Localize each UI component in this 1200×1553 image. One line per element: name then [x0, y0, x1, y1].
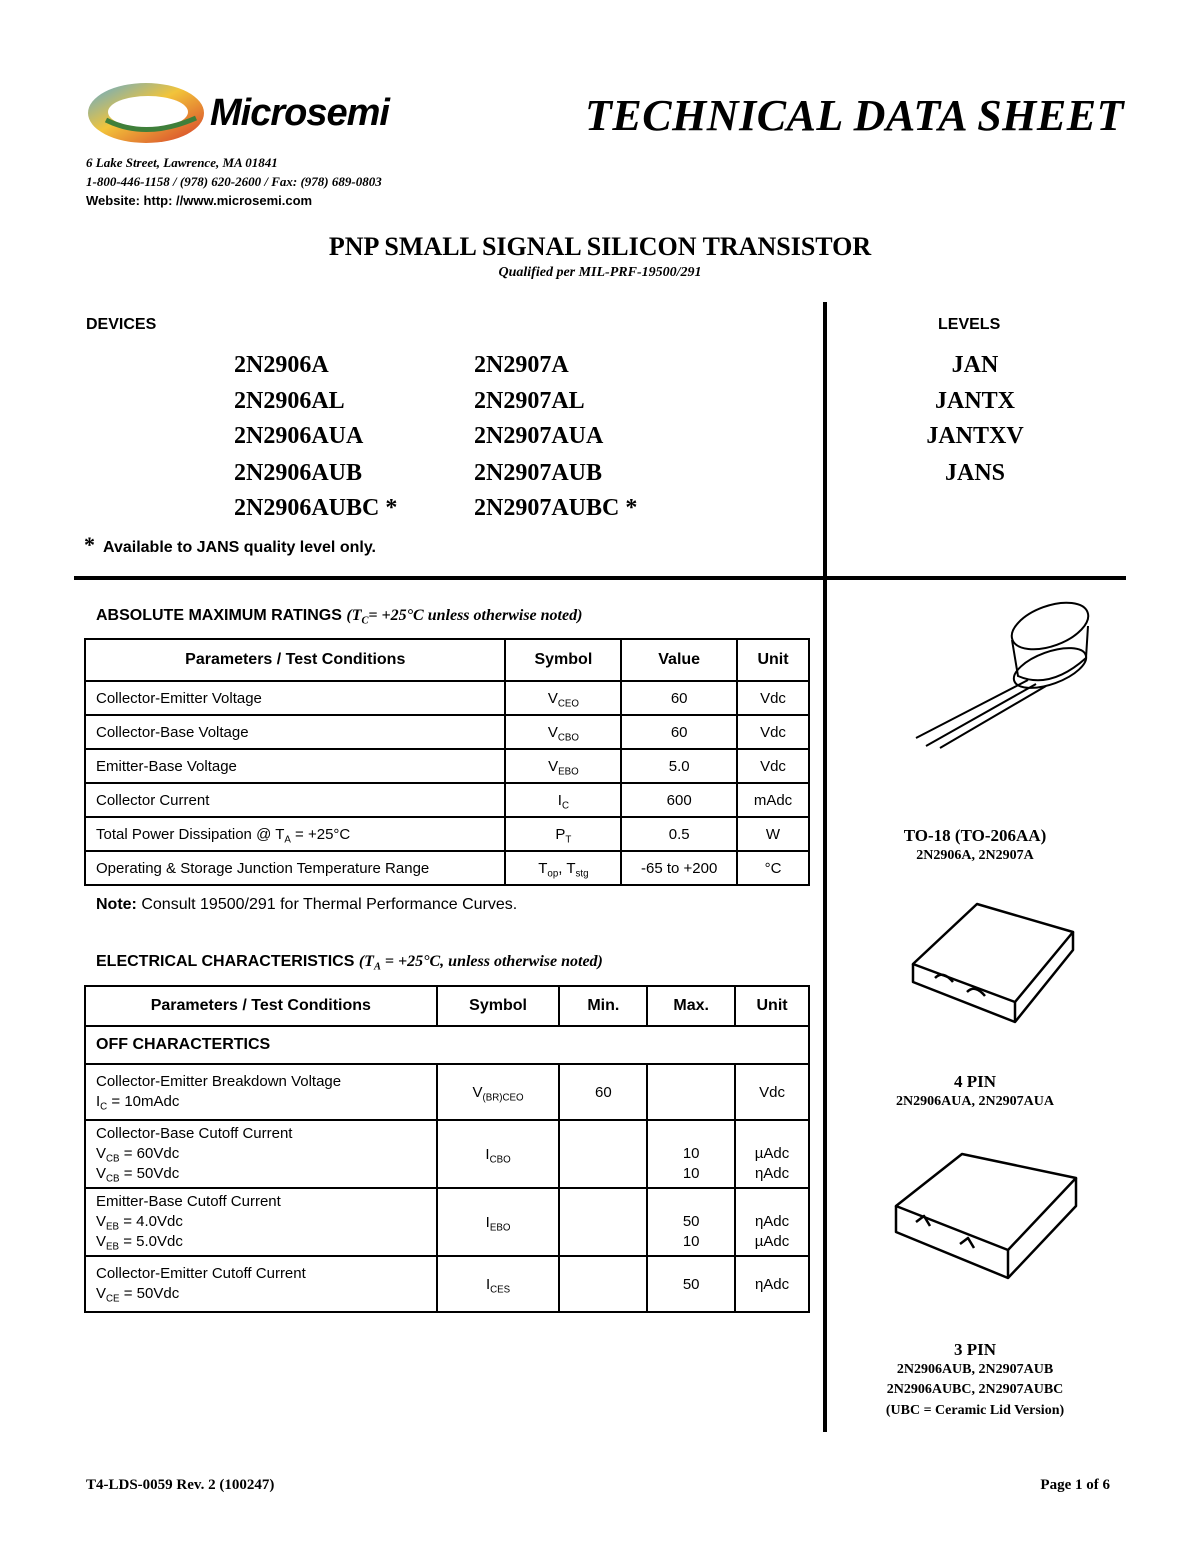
- min-cell: [559, 1188, 647, 1256]
- table-row: [85, 1256, 809, 1312]
- package-parts: 2N2906AUB, 2N2907AUB: [896, 1362, 1054, 1377]
- unit-cell: µAdc ηAdc: [735, 1120, 809, 1188]
- abs-max-title: ABSOLUTE MAXIMUM RATINGS ($T_C= +25^\circ C$ unless otherwise noted): [96, 607, 583, 627]
- table-row: [85, 715, 809, 749]
- elec-char-table: [84, 985, 810, 1313]
- column-header: Min.: [559, 986, 647, 1026]
- table-row: [85, 1188, 809, 1256]
- device-item: 2N2907AUBC *: [474, 495, 638, 521]
- column-header: Symbol: [437, 986, 560, 1026]
- value-cell: 60: [621, 681, 737, 715]
- address: 6 Lake Street, Lawrence, MA 01841: [86, 155, 278, 170]
- unit-cell: Vdc: [737, 715, 809, 749]
- table-header-row: [85, 639, 809, 681]
- unit-cell: W: [737, 817, 809, 851]
- symbol-cell: $T_{op}$, $T_{stg}$: [505, 851, 621, 885]
- min-cell: 60: [559, 1064, 647, 1120]
- device-item: 2N2906AL: [234, 388, 345, 414]
- footnote-mark: *: [84, 532, 95, 557]
- section-label: OFF CHARACTERTICS: [85, 1026, 809, 1064]
- to18-package-image: [900, 598, 1100, 758]
- package-name: 4 PIN: [953, 1072, 997, 1091]
- table-header-row: [85, 986, 809, 1026]
- elec-char-title: ELECTRICAL CHARACTERISTICS ($T_A = +25^\circ C$, unless otherwise noted): [96, 953, 603, 973]
- column-header: Parameters / Test Conditions: [85, 639, 505, 681]
- param-cell: Emitter-Base Voltage: [85, 749, 505, 783]
- table-row: [85, 783, 809, 817]
- max-cell: [647, 1064, 735, 1120]
- website-link[interactable]: Website: http: //www.microsemi.com: [86, 193, 313, 208]
- column-header: Symbol: [505, 639, 621, 681]
- symbol-cell: $V_{CEO}$: [505, 681, 621, 715]
- package-parts: 2N2906A, 2N2907A: [916, 848, 1034, 863]
- devices-label: DEVICES: [86, 316, 157, 333]
- value-cell: 0.5: [621, 817, 737, 851]
- table-row: [85, 851, 809, 885]
- max-cell: 10 10: [647, 1120, 735, 1188]
- unit-cell: mAdc: [737, 783, 809, 817]
- unit-cell: Vdc: [735, 1064, 809, 1120]
- level-item: JANTXV: [926, 423, 1024, 449]
- column-header: Unit: [737, 639, 809, 681]
- unit-cell: ηAdc µAdc: [735, 1188, 809, 1256]
- unit-cell: Vdc: [737, 681, 809, 715]
- phone: 1-800-446-1158 / (978) 620-2600 / Fax: (978) 689-0803: [86, 174, 382, 189]
- doc-title: TECHNICAL DATA SHEET: [585, 91, 1124, 140]
- section-row: [85, 1026, 809, 1064]
- param-cell: Emitter-Base Cutoff Current $V_{EB} = 4.0Vdc$ $V_{EB} = 5.0Vdc$: [85, 1188, 437, 1256]
- column-header: Value: [621, 639, 737, 681]
- column-header: Parameters / Test Conditions: [85, 986, 437, 1026]
- package-parts: 2N2906AUA, 2N2907AUA: [896, 1094, 1054, 1109]
- footnote: Available to JANS quality level only.: [103, 539, 376, 556]
- page-number: Page 1 of 6: [1040, 1477, 1110, 1493]
- device-item: 2N2906AUB: [234, 460, 363, 486]
- device-item: 2N2906AUA: [234, 423, 364, 449]
- table-row: [85, 1120, 809, 1188]
- thermal-note: Note: Consult 19500/291 for Thermal Performance Curves.: [96, 896, 518, 913]
- symbol-cell: $V_{CBO}$: [505, 715, 621, 749]
- package-parts: 2N2906AUBC, 2N2907AUBC: [886, 1382, 1064, 1397]
- column-header: Max.: [647, 986, 735, 1026]
- symbol-cell: $I_{EBO}$: [437, 1188, 560, 1256]
- package-note: (UBC = Ceramic Lid Version): [885, 1403, 1065, 1418]
- symbol-cell: $I_{CBO}$: [437, 1120, 560, 1188]
- table-row: [85, 681, 809, 715]
- level-item: JAN: [951, 352, 999, 378]
- device-item: 2N2906A: [234, 352, 329, 378]
- sub-title: Qualified per MIL-PRF-19500/291: [498, 265, 702, 280]
- symbol-cell: $P_T$: [505, 817, 621, 851]
- main-title: PNP SMALL SIGNAL SILICON TRANSISTOR: [328, 232, 872, 261]
- package-name: 3 PIN: [953, 1340, 997, 1359]
- device-item: 2N2907AUA: [474, 423, 604, 449]
- value-cell: -65 to +200: [621, 851, 737, 885]
- param-cell: Collector-Base Cutoff Current $V_{CB} = 60Vdc$ $V_{CB} = 50Vdc$: [85, 1120, 437, 1188]
- doc-id: T4-LDS-0059 Rev. 2 (100247): [86, 1477, 275, 1493]
- brand-name: Microsemi: [210, 92, 389, 134]
- device-item: 2N2907AUB: [474, 460, 603, 486]
- param-cell: Collector-Emitter Cutoff Current $V_{CE} = 50Vdc$: [85, 1256, 437, 1312]
- device-item: 2N2906AUBC *: [234, 495, 398, 521]
- min-cell: [559, 1256, 647, 1312]
- device-item: 2N2907AL: [474, 388, 585, 414]
- 3pin-package-image: [888, 1148, 1088, 1288]
- level-item: JANS: [944, 460, 1005, 486]
- symbol-cell: $V_{(BR)CEO}$: [437, 1064, 560, 1120]
- unit-cell: °C: [737, 851, 809, 885]
- param-cell: Total Power Dissipation @ $T_A = +25^\circ C$: [85, 817, 505, 851]
- symbol-cell: $I_{CES}$: [437, 1256, 560, 1312]
- level-item: JANTX: [934, 388, 1015, 414]
- symbol-cell: $V_{EBO}$: [505, 749, 621, 783]
- table-row: [85, 817, 809, 851]
- table-row: [85, 749, 809, 783]
- param-cell: Operating & Storage Junction Temperature Range: [85, 851, 505, 885]
- param-cell: Collector-Emitter Voltage: [85, 681, 505, 715]
- min-cell: [559, 1120, 647, 1188]
- vertical-divider: [823, 302, 827, 1432]
- max-cell: 50 10: [647, 1188, 735, 1256]
- device-item: 2N2907A: [474, 352, 569, 378]
- unit-cell: ηAdc: [735, 1256, 809, 1312]
- abs-max-table: [84, 638, 810, 886]
- param-cell: Collector-Emitter Breakdown Voltage $I_C$ = 10mAdc: [85, 1064, 437, 1120]
- package-name: TO-18 (TO-206AA): [903, 826, 1047, 845]
- horizontal-divider: [74, 576, 1126, 580]
- value-cell: 600: [621, 783, 737, 817]
- param-cell: Collector Current: [85, 783, 505, 817]
- unit-cell: Vdc: [737, 749, 809, 783]
- param-cell: Collector-Base Voltage: [85, 715, 505, 749]
- max-cell: 50: [647, 1256, 735, 1312]
- symbol-cell: $I_C$: [505, 783, 621, 817]
- table-row: [85, 1064, 809, 1120]
- levels-label: LEVELS: [938, 316, 1001, 333]
- 4pin-package-image: [905, 898, 1085, 1038]
- value-cell: 60: [621, 715, 737, 749]
- column-header: Unit: [735, 986, 809, 1026]
- value-cell: 5.0: [621, 749, 737, 783]
